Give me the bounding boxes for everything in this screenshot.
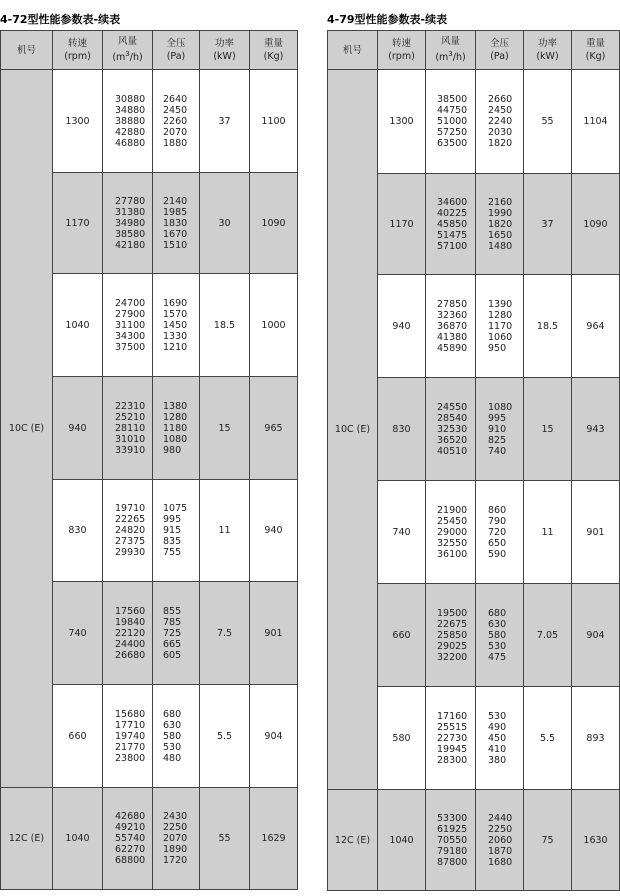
- pressure-cell: 2160 1990 1820 1650 1480: [476, 174, 524, 275]
- pressure-cell: 2660 2450 2240 2030 1820: [476, 70, 524, 174]
- power-cell: 55: [200, 788, 250, 890]
- header-weight: 重量 (Kg): [250, 31, 298, 70]
- power-cell: 55: [524, 70, 572, 174]
- left-performance-table: [0, 30, 298, 890]
- weight-cell: 1000: [250, 274, 298, 377]
- pressure-cell: 530 490 450 410 380: [476, 687, 524, 790]
- flow-cell: 38500 44750 51000 57250 63500: [426, 70, 476, 174]
- flow-cell: 24550 28540 32530 36520 40510: [426, 378, 476, 481]
- power-cell: 5.5: [200, 685, 250, 788]
- power-cell: 30: [200, 173, 250, 274]
- weight-cell: 943: [572, 378, 620, 481]
- left-header-row: [1, 31, 298, 70]
- header-flow: 风量 $(m^3/h)$: [426, 31, 476, 70]
- weight-cell: 904: [572, 584, 620, 687]
- pressure-cell: 680 630 580 530 475: [476, 584, 524, 687]
- power-cell: 5.5: [524, 687, 572, 790]
- weight-cell: 1104: [572, 70, 620, 174]
- power-cell: 75: [524, 790, 572, 891]
- speed-cell: 1170: [53, 173, 103, 274]
- header-weight: 重量 (Kg): [572, 31, 620, 70]
- weight-cell: 893: [572, 687, 620, 790]
- table-row: [1, 70, 298, 173]
- header-flow: 风量 $(m^3/h)$: [103, 31, 153, 70]
- table-row: [328, 70, 620, 174]
- weight-cell: 1629: [250, 788, 298, 890]
- pressure-cell: 680 630 580 530 480: [153, 685, 200, 788]
- power-cell: 37: [200, 70, 250, 173]
- header-model: 机号: [328, 31, 378, 70]
- right-performance-table: [327, 30, 620, 891]
- flow-cell: 27850 32360 36870 41380 45890: [426, 275, 476, 378]
- speed-cell: 660: [378, 584, 426, 687]
- speed-cell: 830: [53, 480, 103, 582]
- header-pressure: 全压 (Pa): [476, 31, 524, 70]
- pressure-cell: 1075 995 915 835 755: [153, 480, 200, 582]
- pressure-cell: 1390 1280 1170 1060 950: [476, 275, 524, 378]
- speed-cell: 660: [53, 685, 103, 788]
- header-pressure: 全压 (Pa): [153, 31, 200, 70]
- model-cell: 10C (E): [1, 70, 53, 788]
- right-table-title: 4-79型性能参数表-续表: [327, 13, 448, 26]
- pressure-cell: 855 785 725 665 605: [153, 582, 200, 685]
- model-cell: 12C (E): [1, 788, 53, 890]
- header-speed: 转速 (rpm): [53, 31, 103, 70]
- power-cell: 18.5: [200, 274, 250, 377]
- header-power: 功率 (kW): [200, 31, 250, 70]
- flow-cell: 27780 31380 34980 38580 42180: [103, 173, 153, 274]
- header-model: 机号: [1, 31, 53, 70]
- power-cell: 18.5: [524, 275, 572, 378]
- flow-cell: 53300 61925 70550 79180 87800: [426, 790, 476, 891]
- pressure-cell: 2440 2250 2060 1870 1680: [476, 790, 524, 891]
- speed-cell: 1040: [378, 790, 426, 891]
- left-table-title: 4-72型性能参数表-续表: [0, 13, 121, 26]
- header-power: 功率 (kW): [524, 31, 572, 70]
- speed-cell: 1300: [378, 70, 426, 174]
- speed-cell: 1040: [53, 274, 103, 377]
- weight-cell: 964: [572, 275, 620, 378]
- power-cell: 11: [524, 481, 572, 584]
- pressure-cell: 2140 1985 1830 1670 1510: [153, 173, 200, 274]
- flow-cell: 15680 17710 19740 21770 23800: [103, 685, 153, 788]
- weight-cell: 901: [250, 582, 298, 685]
- flow-cell: 22310 25210 28110 31010 33910: [103, 377, 153, 480]
- power-cell: 15: [524, 378, 572, 481]
- pressure-cell: 1690 1570 1450 1330 1210: [153, 274, 200, 377]
- weight-cell: 901: [572, 481, 620, 584]
- table-row: [328, 790, 620, 891]
- flow-cell: 42680 49210 55740 62270 68800: [103, 788, 153, 890]
- pressure-cell: 2640 2450 2260 2070 1880: [153, 70, 200, 173]
- speed-cell: 740: [53, 582, 103, 685]
- power-cell: 11: [200, 480, 250, 582]
- speed-cell: 1300: [53, 70, 103, 173]
- weight-cell: 1100: [250, 70, 298, 173]
- speed-cell: 940: [378, 275, 426, 378]
- pressure-cell: 1380 1280 1180 1080 980: [153, 377, 200, 480]
- right-header-row: [328, 31, 620, 70]
- pressure-cell: 2430 2250 2070 1890 1720: [153, 788, 200, 890]
- power-cell: 15: [200, 377, 250, 480]
- weight-cell: 1630: [572, 790, 620, 891]
- speed-cell: 580: [378, 687, 426, 790]
- flow-cell: 19710 22265 24820 27375 29930: [103, 480, 153, 582]
- model-cell: 12C (E): [328, 790, 378, 891]
- weight-cell: 1090: [250, 173, 298, 274]
- speed-cell: 940: [53, 377, 103, 480]
- power-cell: 37: [524, 174, 572, 275]
- flow-cell: 24700 27900 31100 34300 37500: [103, 274, 153, 377]
- flow-cell: 17560 19840 22120 24400 26680: [103, 582, 153, 685]
- speed-cell: 740: [378, 481, 426, 584]
- speed-cell: 1040: [53, 788, 103, 890]
- model-cell: 10C (E): [328, 70, 378, 790]
- header-speed: 转速 (rpm): [378, 31, 426, 70]
- table-row: [1, 788, 298, 890]
- weight-cell: 1090: [572, 174, 620, 275]
- flow-cell: 30880 34880 38880 42880 46880: [103, 70, 153, 173]
- flow-cell: 21900 25450 29000 32550 36100: [426, 481, 476, 584]
- weight-cell: 904: [250, 685, 298, 788]
- power-cell: 7.5: [200, 582, 250, 685]
- flow-cell: 34600 40225 45850 51475 57100: [426, 174, 476, 275]
- flow-cell: 19500 22675 25850 29025 32200: [426, 584, 476, 687]
- weight-cell: 940: [250, 480, 298, 582]
- speed-cell: 830: [378, 378, 426, 481]
- flow-cell: 17160 25515 22730 19945 28300: [426, 687, 476, 790]
- weight-cell: 965: [250, 377, 298, 480]
- power-cell: 7.05: [524, 584, 572, 687]
- pressure-cell: 1080 995 910 825 740: [476, 378, 524, 481]
- speed-cell: 1170: [378, 174, 426, 275]
- pressure-cell: 860 790 720 650 590: [476, 481, 524, 584]
